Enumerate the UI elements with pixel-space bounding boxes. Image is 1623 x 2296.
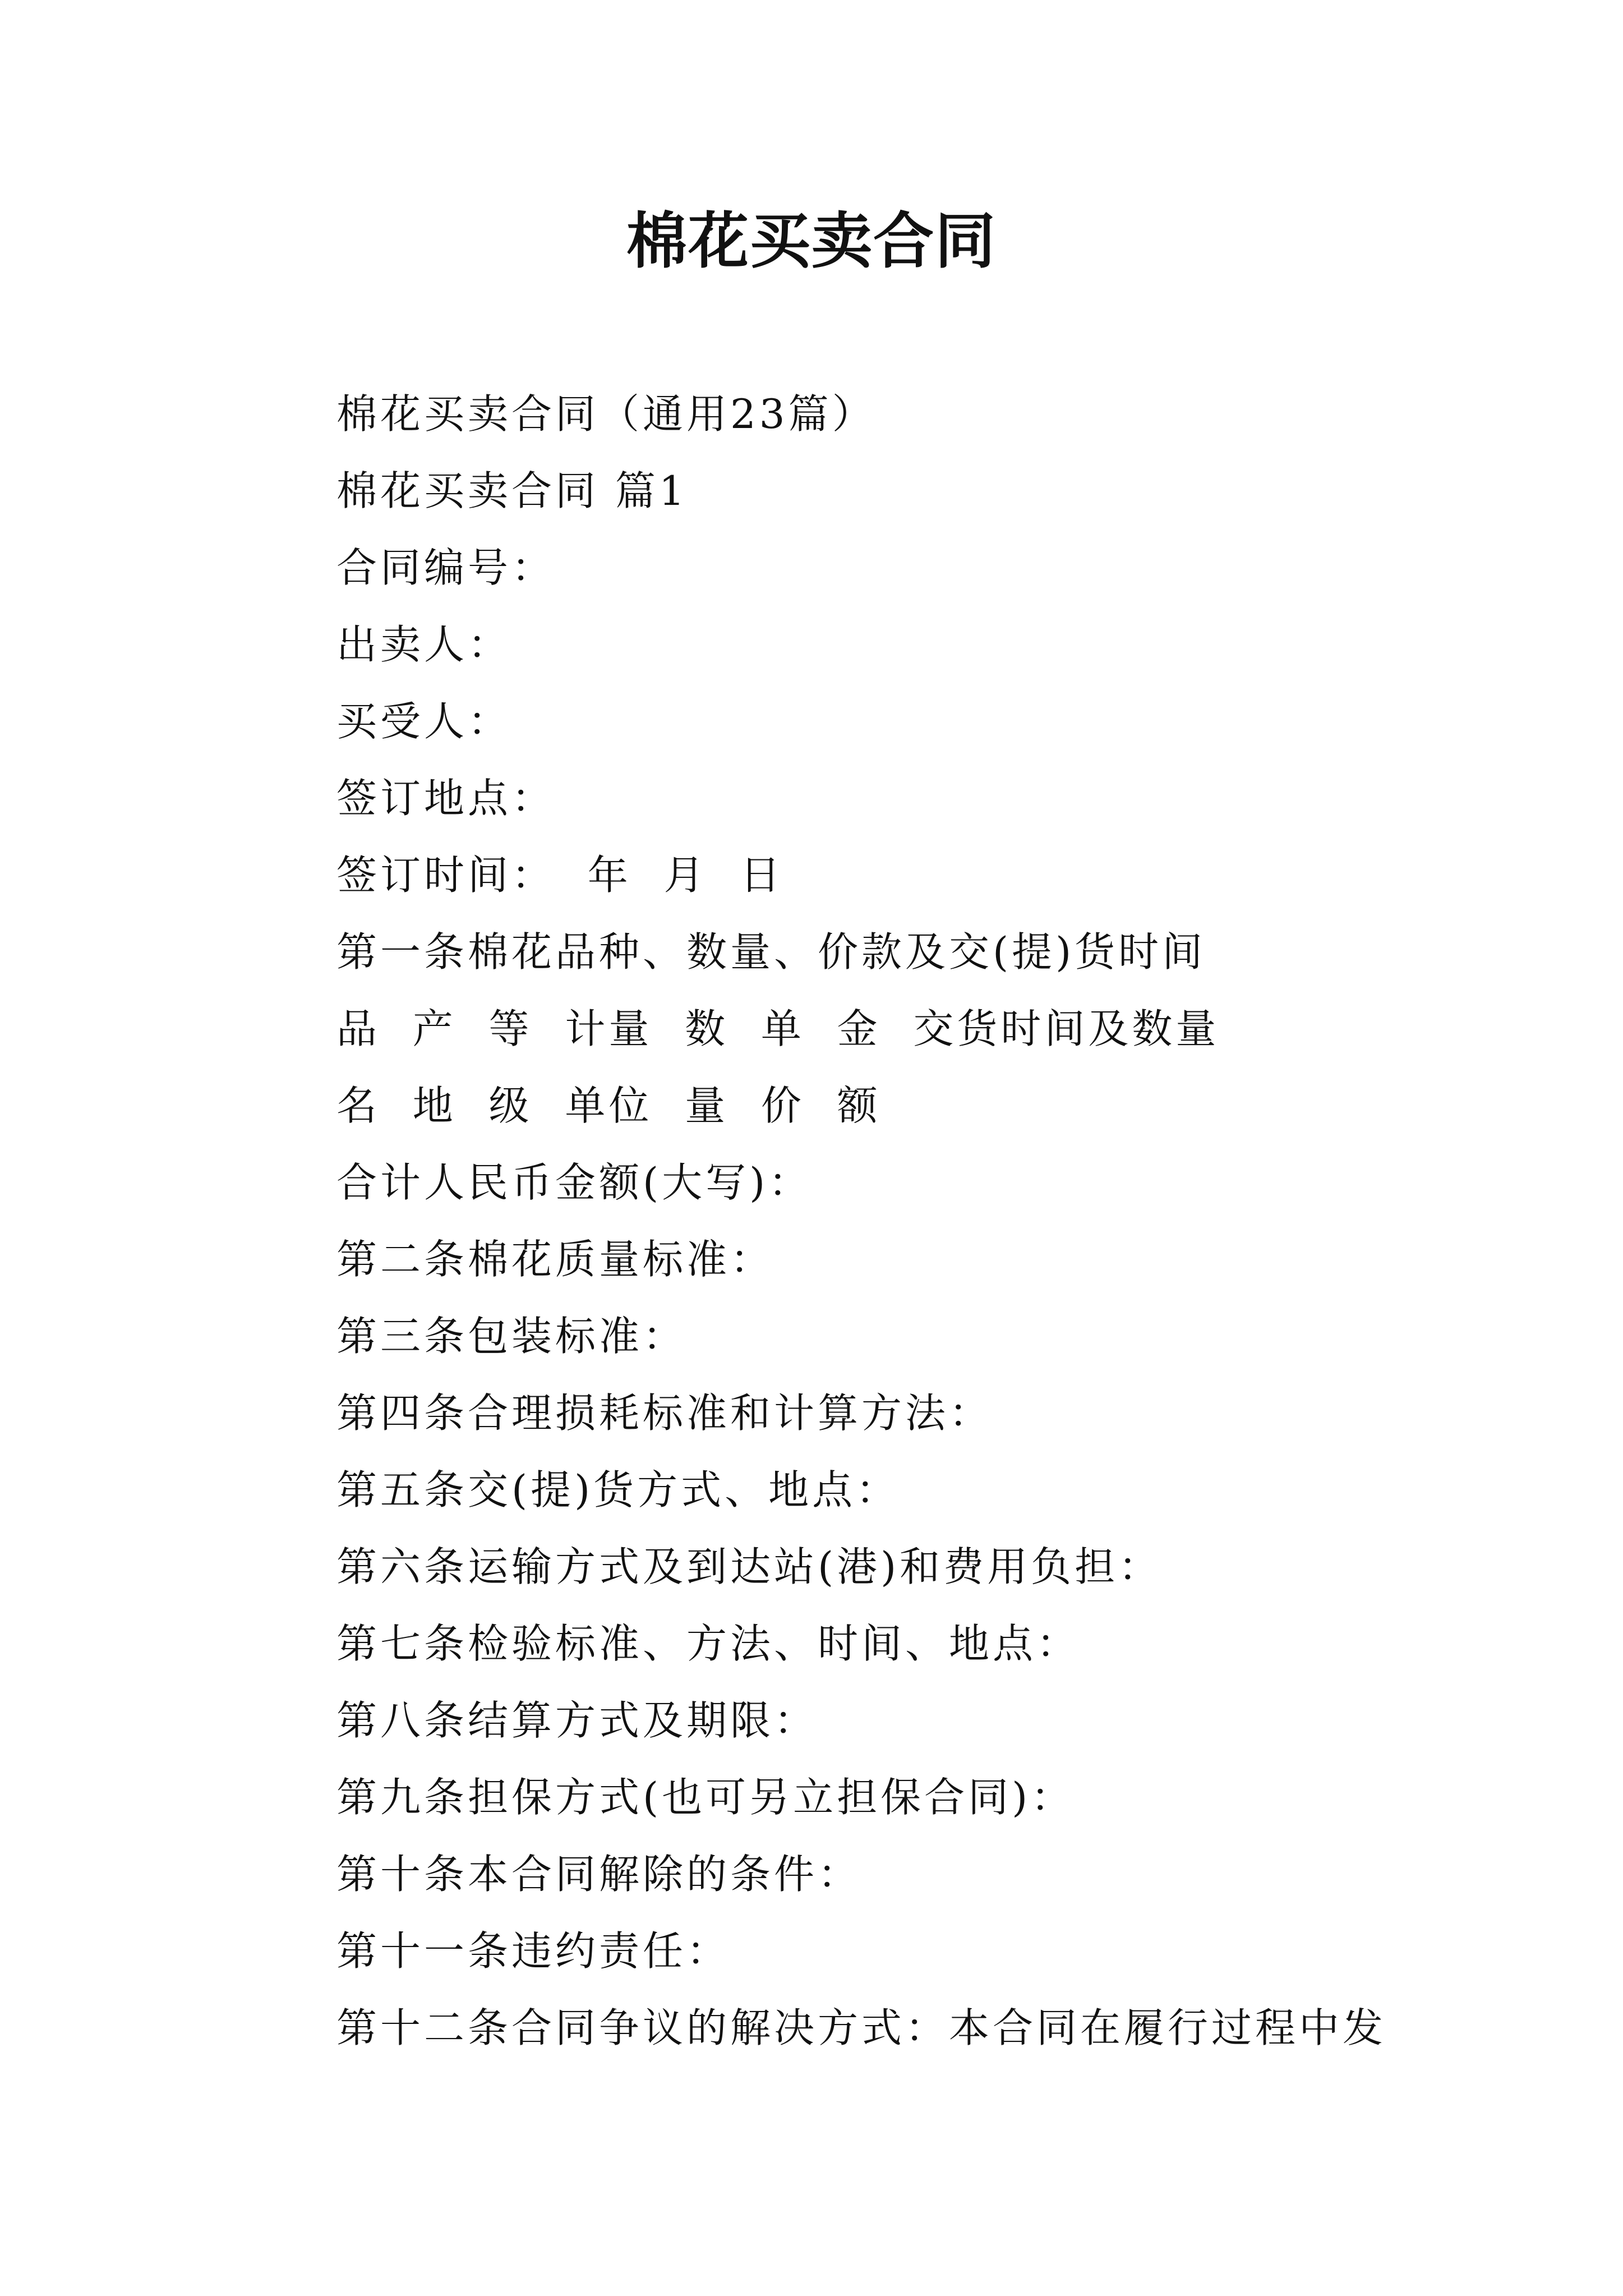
field-seller: 出卖人： bbox=[336, 621, 512, 668]
field-signing-place: 签订地点： bbox=[336, 775, 556, 822]
field-total-amount: 合计人民币金额(大写)： bbox=[336, 1159, 813, 1206]
article-8: 第八条结算方式及期限： bbox=[336, 1697, 818, 1744]
article-9: 第九条担保方式(也可另立担保合同)： bbox=[336, 1774, 1075, 1821]
heading-collection: 棉花买卖合同（通用23篇） bbox=[336, 390, 876, 438]
article-1: 第一条棉花品种、数量、价款及交(提)货时间 bbox=[336, 928, 1206, 976]
article-11: 第十一条违约责任： bbox=[336, 1927, 731, 1975]
article-7: 第七条检验标准、方法、时间、地点： bbox=[336, 1620, 1081, 1667]
heading-part-1: 棉花买卖合同 篇1 bbox=[336, 467, 688, 514]
article-12: 第十二条合同争议的解决方式：本合同在履行过程中发 bbox=[336, 2004, 1387, 2051]
article-6: 第六条运输方式及到达站(港)和费用负担： bbox=[336, 1543, 1163, 1590]
table-header-row-1: 品 产 等 计量 数 单 金 交货时间及数量 bbox=[336, 1005, 1220, 1052]
article-3: 第三条包装标准： bbox=[336, 1313, 687, 1360]
article-10: 第十条本合同解除的条件： bbox=[336, 1851, 862, 1898]
table-header-row-2: 名 地 级 单位 量 价 额 bbox=[336, 1082, 881, 1129]
field-contract-number: 合同编号： bbox=[336, 544, 556, 591]
document-title: 棉花买卖合同 bbox=[626, 206, 997, 277]
field-signing-date: 签订时间： 年 月 日 bbox=[336, 852, 784, 899]
article-4: 第四条合理损耗标准和计算方法： bbox=[336, 1389, 993, 1437]
document-body bbox=[336, 376, 1458, 2067]
article-5: 第五条交(提)货方式、地点： bbox=[336, 1466, 900, 1513]
field-buyer: 买受人： bbox=[336, 698, 512, 745]
article-2: 第二条棉花质量标准： bbox=[336, 1236, 774, 1283]
